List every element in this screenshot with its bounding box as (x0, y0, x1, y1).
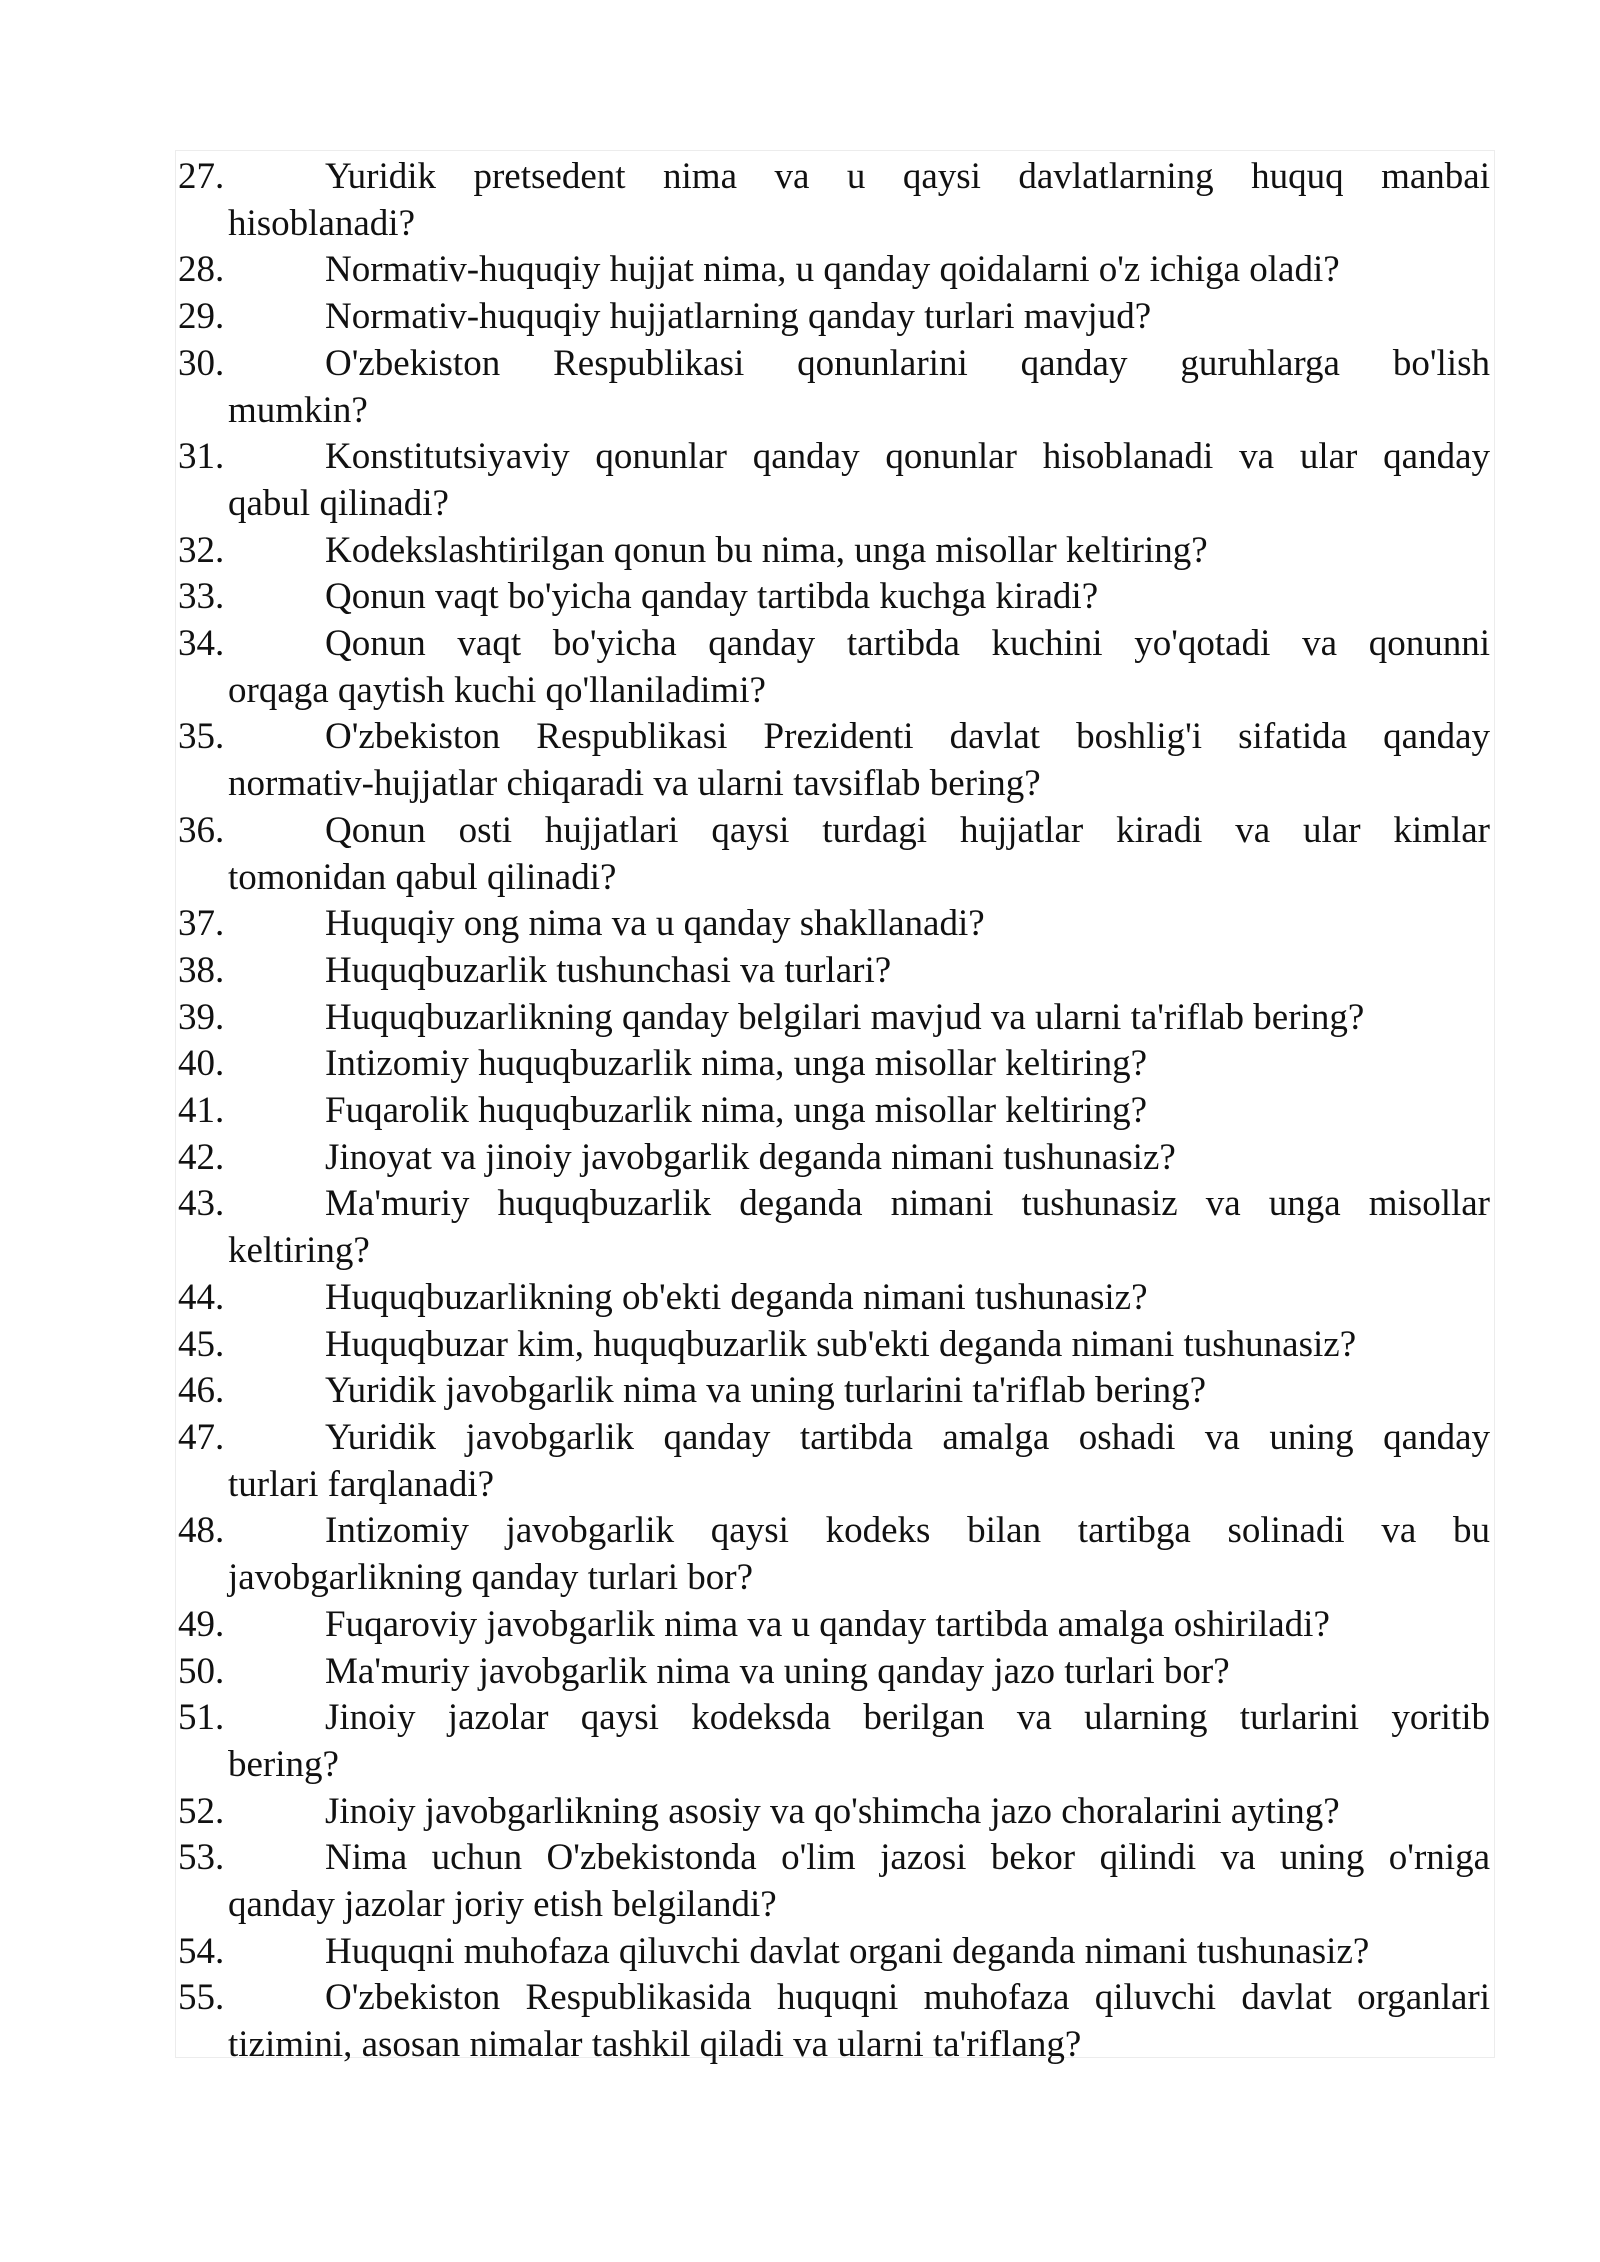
question-item (178, 1181, 1490, 1274)
question-first-line (178, 1508, 1490, 1555)
question-item (178, 1135, 1490, 1182)
question-number: 50. (178, 1650, 225, 1692)
question-text: Huquqni muhofaza qiluvchi davlat organi deganda nimani tushunasiz? (325, 1930, 1370, 1972)
question-first-line (178, 1789, 1490, 1836)
question-text: Huquqbuzarlik tushunchasi va turlari? (325, 949, 892, 991)
question-number: 30. (178, 342, 225, 384)
question-text: Qonun vaqt bo'yicha qanday tartibda kuchga kiradi? (325, 576, 1099, 618)
question-text-continuation: qanday jazolar joriy etish belgilandi? (228, 1884, 777, 1926)
question-text-continuation: mumkin? (228, 389, 368, 431)
question-first-line (178, 1322, 1490, 1369)
question-text: Fuqaroviy javobgarlik nima va u qanday tartibda amalga oshiriladi? (325, 1603, 1330, 1645)
question-first-line (178, 808, 1490, 855)
question-number: 54. (178, 1930, 225, 1972)
question-number: 47. (178, 1416, 225, 1458)
question-first-line (178, 1835, 1490, 1882)
question-number: 28. (178, 249, 225, 291)
question-text: Jinoyat va jinoiy javobgarlik deganda nimani tushunasiz? (325, 1136, 1176, 1178)
question-item (178, 1975, 1490, 2068)
question-text: Yuridik javobgarlik qanday tartibda amalga oshadi va uning qanday (325, 1416, 1490, 1458)
question-number: 40. (178, 1043, 225, 1085)
question-text-continuation: tomonidan qabul qilinadi? (228, 856, 617, 898)
question-first-line (178, 1975, 1490, 2022)
question-text: Normativ-huquqiy hujjatlarning qanday turlari mavjud? (325, 296, 1152, 338)
question-text: Huquqiy ong nima va u qanday shakllanadi? (325, 903, 985, 945)
question-first-line (178, 341, 1490, 388)
question-number: 41. (178, 1090, 225, 1132)
question-item (178, 1041, 1490, 1088)
question-number: 27. (178, 156, 225, 197)
question-text-continuation: tizimini, asosan nimalar tashkil qiladi va ularni ta'riflang? (228, 2024, 1082, 2066)
question-first-line (178, 247, 1490, 294)
question-first-line (178, 434, 1490, 481)
question-number: 35. (178, 716, 225, 758)
question-item (178, 995, 1490, 1042)
question-text-continuation: javobgarlikning qanday turlari bor? (228, 1557, 754, 1599)
question-number: 53. (178, 1837, 225, 1879)
question-item (178, 1835, 1490, 1928)
question-text: Ma'muriy javobgarlik nima va uning qanday jazo turlari bor? (325, 1650, 1230, 1692)
question-text-continuation: bering? (228, 1743, 339, 1785)
question-first-line (178, 1181, 1490, 1228)
question-text-continuation: normativ-hujjatlar chiqaradi va ularni tavsiflab bering? (228, 763, 1041, 805)
question-text: Fuqarolik huquqbuzarlik nima, unga misollar keltiring? (325, 1090, 1148, 1132)
question-text: Qonun vaqt bo'yicha qanday tartibda kuchini yo'qotadi va qonunni (325, 623, 1490, 665)
question-item (178, 1275, 1490, 1322)
question-text: Intizomiy javobgarlik qaysi kodeks bilan tartibga solinadi va bu (325, 1510, 1490, 1552)
question-item (178, 901, 1490, 948)
question-first-line (178, 995, 1490, 1042)
question-text-continuation: qabul qilinadi? (228, 482, 449, 524)
question-text-continuation: hisoblanadi? (228, 202, 416, 244)
question-number: 42. (178, 1136, 225, 1178)
question-text-continuation: keltiring? (228, 1230, 370, 1272)
question-text-continuation: orqaga qaytish kuchi qo'llaniladimi? (228, 669, 766, 711)
question-first-line (178, 621, 1490, 668)
question-number: 29. (178, 296, 225, 338)
question-item (178, 1415, 1490, 1508)
question-text: O'zbekiston Respublikasida huquqni muhofaza qiluvchi davlat organlari (325, 1977, 1490, 2019)
question-item (178, 574, 1490, 621)
question-number: 51. (178, 1697, 225, 1739)
question-first-line (178, 154, 1490, 201)
question-text: Ma'muriy huquqbuzarlik deganda nimani tushunasiz va unga misollar (325, 1183, 1490, 1225)
question-number: 32. (178, 529, 225, 571)
question-number: 43. (178, 1183, 225, 1225)
question-item (178, 1789, 1490, 1836)
question-first-line (178, 1602, 1490, 1649)
question-item (178, 1695, 1490, 1788)
question-text: O'zbekiston Respublikasi qonunlarini qanday guruhlarga bo'lish (325, 342, 1490, 384)
question-text: Huquqbuzarlikning ob'ekti deganda nimani tushunasiz? (325, 1276, 1148, 1318)
question-text: Intizomiy huquqbuzarlik nima, unga misollar keltiring? (325, 1043, 1148, 1085)
question-number: 34. (178, 623, 225, 665)
question-text: Nima uchun O'zbekistonda o'lim jazosi bekor qilindi va uning o'rniga (325, 1837, 1490, 1879)
question-text: Jinoiy javobgarlikning asosiy va qo'shimcha jazo choralarini ayting? (325, 1790, 1340, 1832)
question-text: Jinoiy jazolar qaysi kodeksda berilgan va ularning turlarini yoritib (325, 1697, 1490, 1739)
question-item (178, 714, 1490, 807)
question-number: 33. (178, 576, 225, 618)
question-item (178, 154, 1490, 247)
question-item (178, 1602, 1490, 1649)
question-item (178, 528, 1490, 575)
question-number: 39. (178, 996, 225, 1038)
question-text: Kodekslashtirilgan qonun bu nima, unga misollar keltiring? (325, 529, 1208, 571)
question-first-line (178, 1415, 1490, 1462)
question-item (178, 1929, 1490, 1976)
question-text: Huquqbuzar kim, huquqbuzarlik sub'ekti deganda nimani tushunasiz? (325, 1323, 1357, 1365)
question-number: 44. (178, 1276, 225, 1318)
question-first-line (178, 1135, 1490, 1182)
question-first-line (178, 1695, 1490, 1742)
question-item (178, 1649, 1490, 1696)
question-first-line (178, 1929, 1490, 1976)
question-item (178, 808, 1490, 901)
question-number: 46. (178, 1370, 225, 1412)
question-first-line (178, 1088, 1490, 1135)
question-first-line (178, 901, 1490, 948)
question-first-line (178, 1368, 1490, 1415)
question-item (178, 621, 1490, 714)
question-first-line (178, 294, 1490, 341)
question-item (178, 1322, 1490, 1369)
question-first-line (178, 948, 1490, 995)
question-number: 45. (178, 1323, 225, 1365)
question-item (178, 1508, 1490, 1601)
question-number: 48. (178, 1510, 225, 1552)
question-text: Yuridik javobgarlik nima va uning turlarini ta'riflab bering? (325, 1370, 1207, 1412)
question-text: Normativ-huquqiy hujjat nima, u qanday qoidalarni o'z ichiga oladi? (325, 249, 1340, 291)
question-list (178, 154, 1490, 2069)
question-item (178, 434, 1490, 527)
question-item (178, 948, 1490, 995)
question-number: 38. (178, 949, 225, 991)
question-number: 52. (178, 1790, 225, 1832)
question-text: Yuridik pretsedent nima va u qaysi davlatlarning huquq manbai (325, 156, 1490, 197)
question-first-line (178, 1649, 1490, 1696)
question-first-line (178, 714, 1490, 761)
question-text: Huquqbuzarlikning qanday belgilari mavjud va ularni ta'riflab bering? (325, 996, 1365, 1038)
question-number: 37. (178, 903, 225, 945)
question-first-line (178, 1041, 1490, 1088)
question-text-continuation: turlari farqlanadi? (228, 1463, 495, 1505)
question-number: 31. (178, 436, 225, 478)
question-number: 36. (178, 809, 225, 851)
question-item (178, 1088, 1490, 1135)
question-item (178, 294, 1490, 341)
question-text: Konstitutsiyaviy qonunlar qanday qonunlar hisoblanadi va ular qanday (325, 436, 1490, 478)
question-item (178, 341, 1490, 434)
question-item (178, 247, 1490, 294)
question-number: 49. (178, 1603, 225, 1645)
question-number: 55. (178, 1977, 225, 2019)
question-first-line (178, 574, 1490, 621)
question-text: O'zbekiston Respublikasi Prezidenti davlat boshlig'i sifatida qanday (325, 716, 1490, 758)
question-item (178, 1368, 1490, 1415)
question-first-line (178, 1275, 1490, 1322)
question-text: Qonun osti hujjatlari qaysi turdagi hujjatlar kiradi va ular kimlar (325, 809, 1490, 851)
question-first-line (178, 528, 1490, 575)
